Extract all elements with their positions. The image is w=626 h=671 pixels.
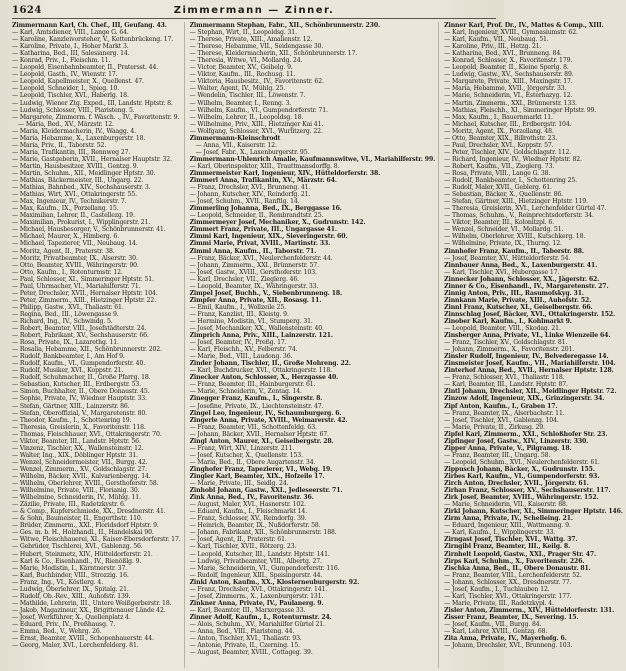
directory-entry: — Simon, Buchhalter, II., Obere Donaustr. 45. xyxy=(12,388,150,396)
directory-entry: — & Comp., Kupferschmiede, XX., Dresdnerstr. 41. xyxy=(12,508,166,516)
directory-entry: Zinzow Adolf, Ingenieur, XIX., Grinzingerstr. 34. xyxy=(444,395,605,403)
directory-entry: — Brüder, Zimmerm., XXI., Floridsdorf Hptstr. 9. xyxy=(12,522,159,530)
directory-entry: — Marie, Private, III., Seidlg. 24. xyxy=(189,480,289,488)
directory-entry: — Wilhelmine, Schneiderin, IV., Mühlg. 11. xyxy=(12,494,141,502)
directory-entry: — Ludwig, Privatbeamter, VIII., Albertg. 27. xyxy=(189,557,322,565)
directory-entry: — Leopold, Eisenbahnbeamter, II., Pratersst. 44. xyxy=(12,64,159,72)
directory-entry: — Emil, Kaufm., I., Wollzeile 25. xyxy=(189,303,286,311)
directory-entry: Zimmi Karl, Ingenieur, XIX., Sieveringerstr. 60. xyxy=(189,233,348,241)
directory-entry: — Karl, Kaufm., I., Wipplingerstr. 33. xyxy=(444,529,556,537)
directory-entry: Zipfinger Josef, Gastw., XIV., Linzerstr. 330. xyxy=(444,437,589,445)
directory-entry: — Theresia, Greislerin, XVI., Lerchenfelder Gürtel 47. xyxy=(444,205,607,213)
directory-entry: — Gebrüder, Tischlerei, XVI., Gablenzg. 56. xyxy=(12,543,143,551)
directory-entry: Zisler Anton, Zimmerm., XIV., Hütteldorferstr. 131. xyxy=(444,606,615,614)
directory-entry: — Josef, Fabr., X., Laxenburgerstr. 95. xyxy=(195,148,310,156)
directory-entry: Zinecker Anton, Schlosser, X., Herzgasse 40. xyxy=(189,374,339,382)
directory-entry: — Maria, Priv., II., Taborstr. 52. xyxy=(12,141,107,149)
directory-entry: Zimpel Josef, Buchh., V., Siebenbrunneng. 18. xyxy=(189,289,343,297)
directory-entry: — Otto, Beamter, XIX., Billrothstr. 23. xyxy=(444,134,558,142)
directory-entry: — Karl, Ingenieur, XVIII., Gymnasiumstr. 62. xyxy=(444,29,578,37)
directory-entry: — Martin, Hausbesitzer, XVIII., Gentzg. 9. xyxy=(12,162,139,170)
directory-entry: — Josef, Zimmerm., X., Laxenburgerstr. 131. xyxy=(189,592,324,600)
directory-entry: Zinsberger Anna, Private, VI., Linke Wienzeile 64. xyxy=(444,332,611,340)
directory-entry: — Karl, Beamter, III., Landstr. Hptstr. 87. xyxy=(444,381,568,389)
directory-entry: — Maximilian, Lehrer, II., Castellezg. 19. xyxy=(12,212,135,220)
directory-entry: — Eduard, Priv., IV., Preßhausg. 7. xyxy=(12,620,116,628)
directory-entry: — Franz, Beamter, III., Ungarg. 58. xyxy=(444,451,551,459)
directory-entry: — Ges. m. b. H., Holzhandl., II., Handelskai 90. xyxy=(12,529,154,537)
directory-entry: — Margarete, Private, XIII., Maxingstr. 17. xyxy=(444,78,573,86)
directory-entry: — Rosalia, Hebamme, XII., Schönbrunnerstr. 202. xyxy=(12,346,162,354)
page-header xyxy=(12,5,496,19)
directory-entry: — Leopold, Schneider, II., Rembrandtstr. 25. xyxy=(189,212,324,220)
directory-entry: — Zäzilie, Private, III., Radetzkystr. 6. xyxy=(12,501,126,509)
directory-entry: — Konrad, Priv., I., Fleischm. 11. xyxy=(12,57,111,65)
directory-entry: — August, Maler, XVI., Hasnerstr. 102. xyxy=(189,501,306,509)
directory-entry: — Josef, Schuhm., XVII., Ranftlg. 14. xyxy=(189,198,300,206)
directory-entry: — Rudolf, Kaufm., VI., Gumpendorferstr. 40. xyxy=(12,360,146,368)
directory-entry: — Wilhelm, Kaufm., VI., Gumpendorferstr. 71. xyxy=(189,106,328,114)
directory-entry: — Josef, Agent, II., Praterstr. 61. xyxy=(189,536,287,544)
directory-entry: Zinkner Anna, Private, IV., Paulanerg. 9. xyxy=(189,599,324,607)
directory-entry: — Robert, Beamter, VIII., Josefstädterstr. 24. xyxy=(12,325,147,333)
directory-entry: — Josef, Kutscher, X., Quellenstr. 153. xyxy=(189,451,303,459)
directory-entry: — Vinzenz, Tischler, XX., Wallensteinstr. 12. xyxy=(12,444,144,452)
directory-entry: — Jakob, Magazineur, XX., Brigittenauer Lände 42. xyxy=(12,606,166,614)
directory-entry: — Mathias, Fleischh., XI., Simmeringer Hptstr. 99. xyxy=(444,106,597,114)
directory-entry: — Antonie, Private, II., Czerning. 15. xyxy=(189,642,300,650)
running-head: Zimmermann — Zinner. xyxy=(173,5,335,16)
directory-entry: — Paul, Uhrmacher, VI., Mariahilferstr. 71. xyxy=(12,282,141,290)
directory-entry: Zinhobl Johann, Gastw., XXI., Jedleseerstr. 71. xyxy=(189,487,343,495)
directory-entry: Zinsler Rudolf, Ingenieur, IV., Belvederegasse 14. xyxy=(444,353,609,361)
directory-entry: Zimprich Anna, Priv., XIII., Lainzerstr. 121. xyxy=(189,332,333,340)
directory-entry: Zimmert Franz, Private, III., Ungargasse 41. xyxy=(189,226,337,234)
directory-entry: — Karl, Amtsdiener, VIII., Lange G. 64. xyxy=(12,29,129,37)
directory-entry: Zinnbauer Anna, Bed., X., Laxenburgerstr. 41. xyxy=(444,261,598,269)
directory-entry: — Rudolf, Schuhmacher, II., Große Pfarrg. 18. xyxy=(12,374,151,382)
directory-entry: — Eduard, Ingenieur, XIII., Wattmanng. 9. xyxy=(444,522,571,530)
directory-entry: — Max, Ingenieur, IV., Technikerstr. 7. xyxy=(12,198,127,206)
directory-entry: — Thomas, Schuhm., V., Reinprechtsdorferstr. 34. xyxy=(444,212,594,220)
directory-entry: — Viktor, Beamter, III., Landstr. Hptstr. 56. xyxy=(12,437,141,445)
directory-entry: — Leopold, Beamter, II., Kleine Sperlg. 8. xyxy=(444,64,569,72)
directory-entry: — Otto, Beamter, XVIII., Währingerstr. 90. xyxy=(12,261,139,269)
directory-entry: Zinner & Co., Eisenhandl., IV., Margaretenstr. 27. xyxy=(444,282,609,290)
directory-entry: — Ludwig, Wiener Ztg. Exped., III, Landstr. Hptstr. 8. xyxy=(12,99,173,107)
directory-entry: Zirps Karl, Schuhm., X., Favoritenstr. 226. xyxy=(444,557,585,565)
directory-entry: — Stefan, Gärtner, XIII., Lainzerstr. 86. xyxy=(12,402,130,410)
directory-entry: — Josef, Mechaniker, XX., Wallensteinstr. 40. xyxy=(189,325,324,333)
directory-entry: — Paul, Schlosser, XI., Simmeringer Hptstr. 51. xyxy=(12,275,154,283)
directory-entry: — Karl, Tischler, XVI., Ottakringerstr. 177. xyxy=(444,592,572,600)
directory-entry: — Walter, Ing., XIX., Döblinger Hptstr. 31. xyxy=(12,451,138,459)
directory-entry: — Peter, Tischler, XIV., Goldschlagstr. 112. xyxy=(444,148,572,156)
directory-entry: — Franz, Tischler, XV., Goldschlagstr. 81. xyxy=(444,339,568,347)
directory-entry: — Johann, Drechsler, XVI., Brunneng. 103. xyxy=(444,642,573,650)
directory-entry: Zinner Adolf, Kaufm., I., Rotenturmstr. 24. xyxy=(189,613,332,621)
directory-entry: — Johann, Bäcker, XVII., Hernalser Hptstr. 67. xyxy=(189,430,329,438)
directory-entry: — Mathias, Bahnbed., XIV., Sechshauserstr. 3. xyxy=(12,184,151,192)
directory-entry: Zirkl Johann, Kutscher, XI., Simmeringer Hptstr. 146. xyxy=(444,508,623,516)
directory-entry: Zirbes Karl, Kaufm., VI., Gumpendorferstr. 93. xyxy=(444,473,600,480)
page-number: 1624 xyxy=(12,5,42,16)
directory-entry: — Ludwig, Gastw., XV., Sechshauserstr. 89. xyxy=(444,71,574,79)
directory-entry: — Wilhelm, Lehrer, II., Leopoldsg. 18. xyxy=(189,113,304,121)
directory-entry: Zimmermeister Karl, Ingenieur, XIV., Hütteldorferstr. 38. xyxy=(189,169,381,177)
directory-entry: — Hubert, Steinmetz, XIV., Hütteldorferstr. 21. xyxy=(12,550,153,558)
directory-entry: — Viktor, Beamter, III., Kolonitzpl. 6. xyxy=(444,219,554,227)
directory-entry: Zinegger Franz, Kaufm., I., Singerstr. 8. xyxy=(189,395,323,403)
directory-entry: — Margarete, Zimmerm. f. Wäsch. ., IV., Favoritenstr. 9. xyxy=(12,113,180,121)
directory-entry: — Rudolf, Bankbeamter, I., Schottenring 25. xyxy=(444,177,577,185)
directory-entry: — Karl, Fleischh., XV., Felberstr. 74. xyxy=(189,346,298,354)
directory-entry: Zinner Karl, Prof. Dr., IV., Mattes & Comp., XIII. xyxy=(444,22,604,29)
directory-entry: — Rudolf, Bankbeamter, I., Am Hof 9. xyxy=(12,353,125,361)
directory-entry: — Viktor, Kaufm., III., Rochusg. 11. xyxy=(189,71,296,79)
directory-entry: — Josef, Gastw., XVIII., Gersthoferstr. 103. xyxy=(189,268,317,276)
directory-entry: Zinkl Anton, Kaufm., XX., Klosterneuburgerstr. 92. xyxy=(189,578,360,586)
directory-entry: — Wendelin, Tischler, III., Löwenstr. 7. xyxy=(189,92,306,100)
directory-entry: — Josef, Tischler, XVI., Gablenzg. 104. xyxy=(444,416,559,424)
directory-entry: — Karl, Drechsler, VII., Zieglerg. 46. xyxy=(189,275,300,283)
directory-entry: — Stephan, Wirt, II., Leopoldsg. 31. xyxy=(189,29,297,37)
directory-entry: Zirk Josef, Beamter, XVIII., Währingerstr. 152. xyxy=(444,494,599,502)
directory-entry: Zimmi Marie, Privat, XVIII., Martinstr. 33. xyxy=(189,240,331,248)
directory-entry: — Franz, Schlosser, XV., Reindorfg. 39. xyxy=(189,515,307,523)
directory-entry: — Franz, Kanzlist, III., Kleistg. 9. xyxy=(189,310,289,318)
directory-entry: — Moritz, Agent, IX., Porzellang. 48. xyxy=(444,127,554,135)
directory-column-3 xyxy=(444,22,626,668)
directory-entry: — Witwe, Fleischhauerei, XI., Kaiser-Ebersdorferstr. 17. xyxy=(12,536,181,544)
directory-entry: — Ernst, Beamter, XVIII., Schopenhauerstr. 44. xyxy=(12,635,154,643)
directory-entry: — Marie, Schneiderin, V., Zentag. 14. xyxy=(189,388,302,396)
directory-entry: — Heinrich, Beamter, IX., Nußdorferstr. 58. xyxy=(189,522,321,530)
directory-entry: — Johann, Zimmerm., XXI., Brünnerstr. 57. xyxy=(189,261,319,269)
directory-entry: — Franz, Drechsler, XVI., Ottakringerstr. 141. xyxy=(189,585,328,593)
directory-entry: Zimmerl Anna, Trafikantin, XV., Märzstr. 64. xyxy=(189,177,337,185)
directory-entry: — Josef, Beamter, IV., Preßg. 17. xyxy=(189,339,287,347)
directory-entry: — Maria, Trafikantin, III., Rennweg 27. xyxy=(12,148,131,156)
directory-entry: — Katharina, Bed., XVI., Brunneng. 84. xyxy=(444,50,562,58)
directory-entry: — Leopold, Kapellmeister, X., Quellenst. 47. xyxy=(12,78,144,86)
directory-entry: Zippusch Johann, Bäcker, X., Gudrunstr. 155. xyxy=(444,465,595,473)
directory-entry: — Stefan, Oberoffizial, V., Margaretenstr. 80. xyxy=(12,409,148,417)
directory-entry: — Josef, Beamter, XV., Hütteldorferstr. 54. xyxy=(444,254,571,262)
directory-entry: — Marie, Schneiderin, VI., Esterhazyg. 12. xyxy=(444,92,573,100)
directory-entry: — Theresia, Witwe, VI., Mollardg. 24. xyxy=(189,57,303,65)
directory-entry: — Philipp, Gastw., XVI., Thaliastr. 61. xyxy=(12,303,124,311)
directory-entry: — Franz, Schlosser, XVI., Thaliastr. 118. xyxy=(444,374,565,382)
directory-entry: — Marie, Gastgeberin, XVII., Hernalser Hauptstr. 32. xyxy=(12,155,172,163)
directory-entry: — Rudolf, Ob.-Rev., XIII., Auhofstr. 139. xyxy=(12,592,131,600)
directory-entry: — Karoline, Private, I., Hoher Markt 3. xyxy=(12,43,129,51)
directory-entry: — Maria, Bed., II., Obere Augartenstr. 34. xyxy=(189,458,316,466)
directory-entry: Zinnschlag Josef, Bäcker, XVI., Ottakringerstr. 152. xyxy=(444,310,616,318)
directory-entry: — Peter, Zimmerm., XIII., Hietzinger Hptstr. 22. xyxy=(12,296,157,304)
directory-entry: — Franz, Bäcker, XVI., Neulerchenfelderstr. 44. xyxy=(189,254,333,262)
directory-entry: — Franz, Beamter, VIII., Lerchenfelderstr. 52. xyxy=(444,571,582,579)
directory-entry: — Karl, Tischler, XVI., Hubergasse 17. xyxy=(444,268,560,276)
directory-entry: — Marie, Schneiderin, VI., Gumpendorferstr. 116. xyxy=(189,564,340,572)
directory-entry: — Stefan, Gärtner, XIII., Hietzinger Hptstr. 119. xyxy=(444,198,588,206)
directory-entry: — Johann, Kutscher, XIV., Reindorfg. 21. xyxy=(189,191,311,199)
directory-entry: — August, Beamter, XVIII., Cottageg. 39. xyxy=(189,649,313,657)
directory-entry: — Theresia, Greislerin, X., Favoritenstr. 118. xyxy=(12,423,146,431)
directory-entry: Zimmermeyer Josef, Mechaniker, X., Gudrunstr. 142. xyxy=(189,219,366,227)
directory-entry: Zinghofer Franz, Tapezierer, VI., Webg. 19. xyxy=(189,465,333,473)
directory-entry: — Wilhelm, Oberlehrer, XVIII., Gersthoferstr. 58. xyxy=(12,480,159,488)
directory-entry: — Wenzel, Schneider, VI., Mollardg. 51. xyxy=(444,226,564,234)
directory-entry: — Sophie, Private, IV., Wiedner Hauptstr. 33. xyxy=(12,395,147,403)
directory-entry: — Maria, Hebamme, XVII., Jörgerstr. 33. xyxy=(444,85,567,93)
directory-entry: — Josef, Werkführer, X., Quellenplatz 4. xyxy=(12,613,131,621)
directory-entry: — Josef, Kaufm., I., Tuchlauben 12. xyxy=(444,585,550,593)
directory-entry: — Therese, Hebamme, VII., Seidengasse 30. xyxy=(189,43,324,51)
directory-entry: — Rosa, Private, VIII., Lange G. 38. xyxy=(444,169,551,177)
directory-entry: — Karl, Buchbinder, VIII., Strozzig. 16. xyxy=(12,571,129,579)
directory-entry: — Marie, Schneiderin, VII., Kaiserstr. 88. xyxy=(444,501,568,509)
directory-entry: Zischka Anna, Bed., II., Obere Donaustr. 81. xyxy=(444,564,591,572)
directory-entry: — Leopold, Kutscher, III., Landstr. Hptstr. 141. xyxy=(189,550,330,558)
directory-entry: — Marie, Private, III., Radetzkypl. 4. xyxy=(444,599,554,607)
directory-entry: — Michael, Kutscher, III., Erdbergstr. 104. xyxy=(444,120,572,128)
directory-entry: Zimmermann Karl, Ch. Chef., III, Geufang. 43. xyxy=(12,22,167,29)
directory-entry: — Wilhelmine, Priv., XIII., Hietzinger Kai 41. xyxy=(189,120,324,128)
directory-entry: Zirnhelt Leopold, Gastw., XXI., Prager Str. 47. xyxy=(444,550,597,558)
directory-entry: — Rudolf, Maler, XVII., Geblerg. 61. xyxy=(444,184,552,192)
directory-entry: — Rosa, Private, IX., Lazarethg. 11. xyxy=(12,339,119,347)
directory-entry: — Max, Kaufm., IX., Porzellang. 15. xyxy=(12,205,119,213)
directory-entry: — Victor, Beamter, XV., Geibelg. 9. xyxy=(189,64,293,72)
directory-entry: — Wilhelm, Beamter, I., Renng. 3. xyxy=(189,99,292,107)
directory-entry: — Robert, Kaufm., VII., Zieglerg. 73. xyxy=(444,162,555,170)
directory-entry: — Rudolf, Musiker, XVI., Koppstr. 21. xyxy=(12,367,124,375)
directory-entry: — Karl, Beamter, III., Marxergasse 33. xyxy=(189,606,306,614)
directory-entry: — Franz, Wirt, XIV., Linzerstr. 211. xyxy=(189,444,295,452)
directory-entry: Zimmerling Johanna, Bed., IX., Berggasse 16. xyxy=(189,205,342,213)
directory-entry: — Franz, Beamter, III., Hainburgerstr. 61. xyxy=(189,381,316,389)
directory-entry: — Karl, Lehrer, XVIII., Gentzg. 68. xyxy=(444,628,548,636)
directory-entry: Zimmermann Stephan, Fabr., XII., Schönbrunnerstr. 230. xyxy=(189,22,380,29)
directory-entry: — Anna, VII., Kaiserstr. 12. xyxy=(195,141,277,149)
directory-entry: Zingler Karl, Beamter, XIX., Hofzeile 17. xyxy=(189,473,325,480)
directory-entry: — Wenzel, Schneidermeister, VII., Burgg. 42. xyxy=(12,458,148,466)
directory-entry: — Mathilde, Lehrerin, III., Untere Weißgerberstr. 18. xyxy=(12,599,172,607)
directory-entry: Zinnkann Marie, Private, XIII., Auhofstr. 52. xyxy=(444,296,592,304)
directory-entry: — Walter, Agent, IV., Mühlg. 25. xyxy=(189,85,286,93)
directory-entry: — Josef, Kaufm., VII., Burgg. 84. xyxy=(444,620,542,628)
directory-entry: — Franz, Beamter, IX., Alserbachstr. 11. xyxy=(444,409,565,417)
directory-entry: — Therese, Kleidermacherin, XII., Schönbrunnerstr. 17. xyxy=(189,50,358,58)
directory-entry: — Otto, Kaufm., I., Rotenturmstr. 12. xyxy=(12,268,123,276)
directory-column-2 xyxy=(190,22,440,668)
directory-entry: Zimmermann-Kleinschrodt xyxy=(189,134,281,142)
directory-entry: Zinnig Anton, Priv., III., Rasumofskyg. 31. xyxy=(444,289,584,297)
directory-entry: Zita Anna, Private, IV., Mayerhofg. 6. xyxy=(444,635,567,643)
directory-entry: — Michael, Tapezierer, VII., Neubaug. 14. xyxy=(12,240,138,248)
directory-entry: Zinober Karl, Kaufm., I., Kohlmarkt 9. xyxy=(444,317,572,325)
directory-entry: — Johann, Schlosser, XX., Dresdnerstr. 77. xyxy=(444,578,572,586)
directory-entry: Zirhan Franz, Schlosser, XV., Sechshauserstr. 117. xyxy=(444,487,611,495)
directory-entry: — Leopold, Gasth., IV., Wienstr. 17. xyxy=(12,71,118,79)
directory-entry: — Rudolf, Ingenieur, XIII., Speisingerstr. 44. xyxy=(189,571,323,579)
directory-entry: Zinnhofer Franz, Kaufm., II., Taborstr. 88. xyxy=(444,247,584,255)
directory-entry: Zipfel Karl, Zimmerm., XXI., Schloßhofer Str. 23. xyxy=(444,430,608,438)
directory-entry: Zinder Johann, Tischler, II., Große Mohreng. 22. xyxy=(189,360,351,368)
directory-column-1 xyxy=(12,22,185,668)
directory-entry: — Karl, Buchdrucker, XVI., Ottakringerstr. 118. xyxy=(189,367,332,375)
directory-entry: — Maximilian, Prokurist, I., Wipplingerstr. 21. xyxy=(12,219,151,227)
directory-entry: Zirch Anton, Drechsler, XVII., Jörgerstr. 61. xyxy=(444,480,589,488)
directory-entry: — Johann, Zimmerm., X., Favoritenstr. 201. xyxy=(444,346,575,354)
directory-entry: — Ludwig, Schlosser, VIII., Piaristeng. 5. xyxy=(12,106,135,114)
directory-entry: — Wilhelmine, Private, VIII., Florianig. 30. xyxy=(12,487,140,495)
directory-entry: — Thomas, Fleischhauer, XVI., Ottakringerstr. 70. xyxy=(12,430,162,438)
directory-entry: — Michael, Hausbesorger, V., Schönbrunnerstr. 41. xyxy=(12,226,166,234)
directory-entry: — Regina, Bed., III., Löwengasse 9. xyxy=(12,310,119,318)
directory-entry: — Sebastian, Bäcker, X., Quellenstr. 86. xyxy=(444,191,564,199)
directory-entry: — Anton, Tischler, XVI., Thaliastr. 93. xyxy=(189,635,302,643)
directory-entry: Zingerle Anna, Private, XVIII., Weimarerstr. 42. xyxy=(189,416,348,424)
directory-entry: Zimmermann-Uhlenrich Amalie, Kaufmannswitwe, VI., Mariahilferstr. 99. xyxy=(189,155,436,163)
directory-entry: — Martin, Zimmerm., XXI., Brünnerstr. 133. xyxy=(444,99,577,107)
directory-entry: — Martin, Schuhm., XII., Meidlinger Hptstr. 30. xyxy=(12,169,156,177)
directory-entry: Zisser Franz, Beamter, IX., Severing. 15. xyxy=(444,613,579,621)
directory-entry: — Karoline, Kanzleivorsteher, V., Kettenbrückeng. 17. xyxy=(12,36,174,44)
directory-entry: Zipf Anton, Kaufm., I., Graben 17. xyxy=(444,402,558,410)
directory-entry: Zingel Leo, Ingenieur, IV., Schaumburgerg. 6. xyxy=(189,409,342,417)
directory-entry: — Ludwig, Oberlehrer, IX., Spitalg. 21. xyxy=(12,585,129,593)
directory-entry: — Karoline, Priv., III., Hetzg. 21. xyxy=(444,43,542,51)
directory-entry: — Leopold, Schuhm., XVI., Neulerchenfelderstr. 61. xyxy=(444,458,600,466)
directory-entry: — Wilhelm, Oberlehrer, XVIII., Kutschkerg. 18. xyxy=(444,233,586,241)
directory-entry: Zinnecker Johann, Schlosser, XX., Jägerstr. 62. xyxy=(444,275,600,283)
directory-entry: — Moritz, Privatbeamter, IX., Alserstr. 30. xyxy=(12,254,138,262)
directory-entry: — Robert, Fabrikant, XV., Sechshauserstr. 66. xyxy=(12,332,149,340)
directory-entry: — Josefine, Private, IX., Liechtensteinstr. 47. xyxy=(189,402,324,410)
directory-entry: — Karl, Kaufm., VII., Neubaug. 51. xyxy=(444,36,549,44)
directory-entry: — Therese, Private, XIII., Amalienstr. 12. xyxy=(189,36,313,44)
directory-entry: Zirngibl Franz, Beamter, III., Keilg. 8. xyxy=(444,543,571,551)
directory-entry: — Sebastian, Kutscher, III., Erdbergstr. 53. xyxy=(12,381,142,389)
directory-entry: Zimml Anna, Kaufm., II., Taborstr. 71. xyxy=(189,247,317,255)
directory-entry: — & Sohn, Baumeister, II., Engerthstr. 110. xyxy=(12,515,143,523)
directory-entry: — Theodor, Kaufm., I., Schottenring 19. xyxy=(12,416,132,424)
directory-entry: — Peter, Drechsler, XVII., Hernalser Hptstr. 104. xyxy=(12,289,158,297)
directory-entry: — Marie, Bed., VIII., Laudong. 36. xyxy=(189,353,293,361)
directory-entry: — Leopold, Beamter, VIII., Skodag. 21. xyxy=(444,325,561,333)
directory-entry: — Katharina, Bed., III, Salesianerg. 14. xyxy=(12,50,130,58)
directory-entry: Zintl Johann, Drechsler, XII., Meidlinger Hptstr. 72. xyxy=(444,388,617,396)
directory-entry: — Karl, Oberinspektor, XIII., Trauttmansdorffg. 8. xyxy=(189,162,340,170)
directory-entry: — Franz, Drechsler, XVI., Brunneng. 41. xyxy=(189,184,311,192)
directory-entry: — Mathias, Bäckermeister, III., Ungarg. 22. xyxy=(12,177,144,185)
directory-entry: — Wolfgang, Schlosser, XVI., Wurlitzerg. 22. xyxy=(189,127,323,135)
directory-entry: — Max, Kaufm., I., Bauernmarkt 11. xyxy=(444,113,553,121)
directory-entry: — Karl & Co., Eisenhandl., IV., Rienößlg. 9. xyxy=(12,557,142,565)
directory-entry: Zink Anna, Bed., IV., Favoritenstr. 36. xyxy=(189,494,314,502)
directory-entry: Zimpfer Anna, Private, XII., Rosasg. 11. xyxy=(189,296,322,304)
directory-entry: — Moritz, Agent, II., Praterstr. 38. xyxy=(12,247,115,255)
directory-entry: — Richard, Ingenieur, IV., Wiedner Hptstr. 82. xyxy=(444,155,582,163)
directory-entry: — Leopold, Schneider, I., Spieg. 10. xyxy=(12,85,120,93)
directory-entry: — Anna, Bed., VIII., Piaristeng. 44. xyxy=(189,628,295,636)
directory-entry: — Johann, Fabrikant, XII., Schönbrunnerstr. 188. xyxy=(189,529,337,537)
directory-entry: — Michael, Maurer, X., Himberg. 6. xyxy=(12,233,120,241)
directory-entry: — Marie, Modistin, I., Kärntnerstr. 37. xyxy=(12,564,128,572)
directory-entry: — Leopold, Tischler, XVI., Haberlg. 18. xyxy=(12,92,129,100)
directory-entry: Zinterhof Anna, Bed., XVII., Hernalser Hptstr. 128. xyxy=(444,367,614,375)
directory-entry: — Maria, Hebamme, X., Laxenburgerstr. 18. xyxy=(12,134,146,142)
directory-entry: — Leopold, Beamter, IX., Währingerstr. 33. xyxy=(189,282,319,290)
directory-entry: — Eduard, Kaufm., I., Fleischmarkt 14. xyxy=(189,508,308,516)
directory-entry: — Paul, Drechsler, XVI., Koppstr. 57. xyxy=(444,141,554,149)
directory-entry: — Franz, Ing., VI., Köstlerg. 4. xyxy=(12,578,104,586)
directory-entry: — Hermine, Modistin, VI., Stumperg. 31. xyxy=(189,317,313,325)
directory-entry: — Mathias, Wirt, XVI., Ottakringerstr. 55. xyxy=(12,191,137,199)
directory-entry: — Wenzel, Zimmerm., XV., Goldschlagstr. 27. xyxy=(12,465,147,473)
directory-entry: — Wilhelm, Bäcker, XVII., Kalvarienbergg. 14. xyxy=(12,473,151,480)
directory-entry: — Viktoria, Hausbesitz., IV., Favoritenstr. 62. xyxy=(189,78,324,86)
directory-entry: Zinsmeister Josef, Kaufm., VII., Mariahilferstr. 104. xyxy=(444,360,616,368)
directory-entry: — Marie, Private, II., Zirkusg. 29. xyxy=(444,423,545,431)
directory-entry: — Maria, Bed., XV., Märzstr. 12. xyxy=(18,120,114,128)
directory-entry: — Maria, Kleidermacherin, IV., Waagg. 4. xyxy=(12,127,136,135)
directory-entry: Zinnl Franz, Kutscher, XI., Geiselbergstr. 66. xyxy=(444,303,593,311)
directory-entry: — Wilhelmine, Private, IX., Thurng. 12. xyxy=(444,240,562,248)
directory-entry: Zingl Anton, Maurer, XI., Geiselbergstr. 28. xyxy=(189,437,334,445)
directory-entry: — Richard, Ing., IV., Schwindg. 5. xyxy=(12,317,113,325)
directory-entry: — Alois, Schuhm., XV., Mariahilfer Gürtel 21. xyxy=(189,620,325,628)
directory-entry: Zipper Anna, Private, V., Pilgramg. 18. xyxy=(444,444,572,452)
directory-entry: Zirm Anna, Private, IV., Schelleing. 21. xyxy=(444,515,573,523)
directory-entry: Zirngast Josef, Tischler, XVI., Wattg. 37. xyxy=(444,536,578,544)
directory-entry: — Emma, Bed., V., Wehrg. 26. xyxy=(12,628,102,636)
directory-entry: — Franz, Beamter, VII., Schottenfeldg. 63. xyxy=(189,423,317,431)
directory-columns xyxy=(12,22,623,668)
directory-entry: — Georg, Maler, XVI., Lerchenfelderg. 81. xyxy=(12,642,139,650)
directory-entry: — Konrad, Schlosser, X., Favoritenstr. 179. xyxy=(444,57,573,65)
directory-entry: — Karl, Tischler, XVII., Rötzerg. 23. xyxy=(189,543,297,551)
